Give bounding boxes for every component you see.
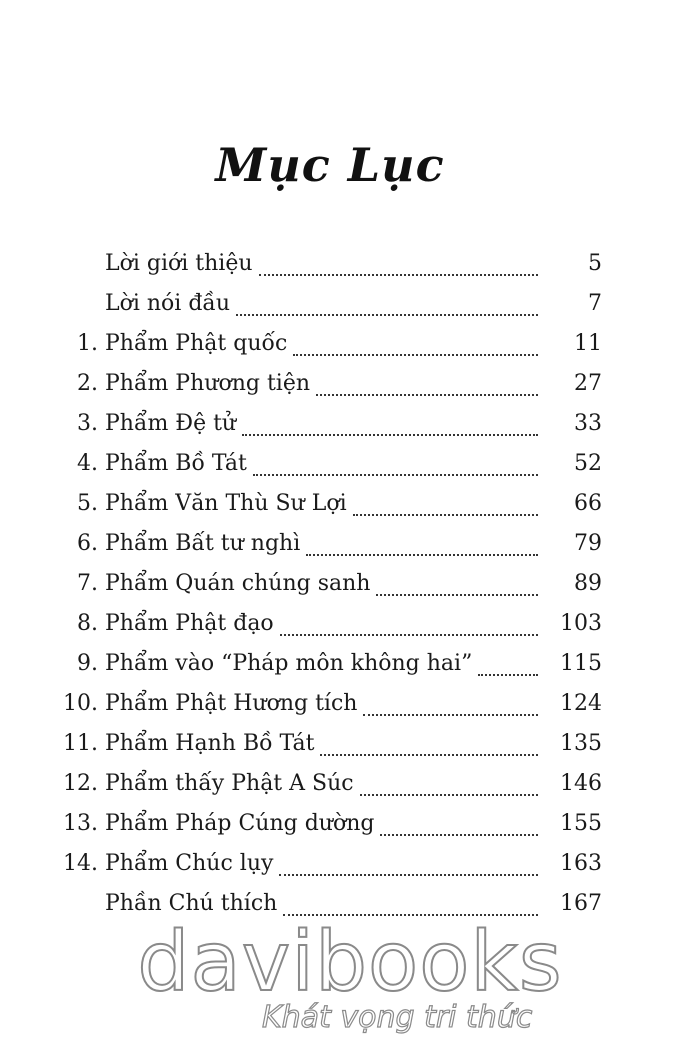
- toc-title: Phẩm Bồ Tát: [105, 451, 247, 476]
- toc-number: 13.: [63, 811, 98, 836]
- toc-page-number: 66: [574, 491, 602, 516]
- toc-leader-dots: [376, 594, 538, 596]
- toc-row: [0, 684, 700, 724]
- toc-row: [0, 804, 700, 844]
- toc-page-number: 7: [588, 291, 602, 316]
- toc-title: Phẩm Phương tiện: [105, 371, 311, 396]
- toc-title: Lời giới thiệu: [105, 251, 253, 276]
- toc-page-number: 89: [574, 571, 602, 596]
- toc-number: 3.: [77, 411, 98, 436]
- toc-row: [0, 764, 700, 804]
- toc-number: 7.: [77, 571, 98, 596]
- toc-leader-dots: [236, 314, 538, 316]
- toc-row: [0, 524, 700, 564]
- toc-row: [0, 324, 700, 364]
- toc-number: 9.: [77, 651, 98, 676]
- watermark-brand: davibooks: [137, 915, 563, 1010]
- toc-number: 1.: [77, 331, 98, 356]
- toc-page-number: 27: [574, 371, 602, 396]
- toc-title: Phẩm Hạnh Bồ Tát: [105, 731, 315, 756]
- toc-leader-dots: [253, 474, 538, 476]
- toc-leader-dots: [478, 674, 538, 676]
- toc-leader-dots: [360, 794, 538, 796]
- toc-page-number: 11: [574, 331, 602, 356]
- toc-number: 12.: [63, 771, 98, 796]
- toc-leader-dots: [320, 754, 538, 756]
- toc-leader-dots: [316, 394, 538, 396]
- toc-title: Phẩm Phật đạo: [105, 611, 274, 636]
- toc-leader-dots: [293, 354, 538, 356]
- toc-row: [0, 484, 700, 524]
- toc-row: [0, 364, 700, 404]
- toc-page-number: 146: [560, 771, 602, 796]
- toc-page-number: 33: [574, 411, 602, 436]
- toc-number: 4.: [77, 451, 98, 476]
- toc-page-number: 124: [560, 691, 602, 716]
- toc-title: Phẩm thấy Phật A Súc: [105, 771, 354, 796]
- toc-row: [0, 404, 700, 444]
- toc-title: Phẩm vào “Pháp môn không hai”: [105, 651, 473, 676]
- toc-title: Phần Chú thích: [105, 891, 278, 916]
- toc-row: [0, 564, 700, 604]
- toc-row: [0, 444, 700, 484]
- toc-leader-dots: [306, 554, 538, 556]
- toc-title: Phẩm Quán chúng sanh: [105, 571, 371, 596]
- toc-leader-dots: [280, 634, 538, 636]
- toc-leader-dots: [279, 874, 538, 876]
- toc-row: [0, 724, 700, 764]
- toc-page-number: 167: [560, 891, 602, 916]
- toc-title: Lời nói đầu: [105, 291, 231, 316]
- toc-number: 14.: [63, 851, 98, 876]
- toc-row: [0, 604, 700, 644]
- toc-title: Phẩm Văn Thù Sư Lợi: [105, 491, 347, 516]
- toc-leader-dots: [380, 834, 538, 836]
- toc-page-number: 115: [560, 651, 602, 676]
- toc-row: [0, 844, 700, 884]
- toc-title: Phẩm Bất tư nghì: [105, 531, 301, 556]
- toc-title: Phẩm Pháp Cúng dường: [105, 811, 375, 836]
- toc-page-number: 52: [574, 451, 602, 476]
- toc-leader-dots: [353, 514, 538, 516]
- toc-page-number: 163: [560, 851, 602, 876]
- toc-leader-dots: [363, 714, 538, 716]
- toc-number: 10.: [63, 691, 98, 716]
- toc-leader-dots: [242, 434, 538, 436]
- toc-page-number: 103: [560, 611, 602, 636]
- toc-title: Phẩm Phật quốc: [105, 331, 288, 356]
- toc-number: 8.: [77, 611, 98, 636]
- toc-title: Phẩm Phật Hương tích: [105, 691, 358, 716]
- watermark-tagline: Khát vọng tri thức: [262, 1000, 533, 1035]
- page-title: Mục Lục: [215, 138, 445, 192]
- toc-number: 5.: [77, 491, 98, 516]
- toc-page-number: 155: [560, 811, 602, 836]
- toc-number: 2.: [77, 371, 98, 396]
- toc-page-number: 5: [588, 251, 602, 276]
- toc-title: Phẩm Đệ tử: [105, 411, 237, 436]
- toc-leader-dots: [259, 274, 538, 276]
- toc-title: Phẩm Chúc lụy: [105, 851, 274, 876]
- toc-row: [0, 644, 700, 684]
- toc-number: 11.: [63, 731, 98, 756]
- toc-page-number: 135: [560, 731, 602, 756]
- toc-page-number: 79: [574, 531, 602, 556]
- toc-row: [0, 244, 700, 284]
- toc-number: 6.: [77, 531, 98, 556]
- toc-row: [0, 284, 700, 324]
